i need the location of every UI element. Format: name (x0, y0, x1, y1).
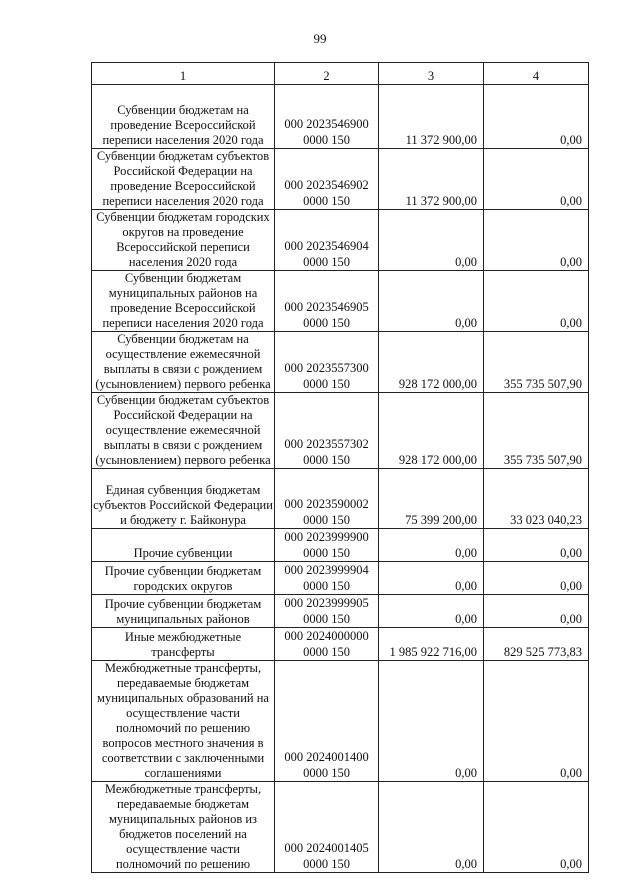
row-value-col3: 928 172 000,00 (379, 393, 484, 469)
row-value-col4: 0,00 (484, 661, 589, 782)
row-code (275, 393, 379, 469)
row-code (275, 149, 379, 210)
code-line-1: 000 2024000000 (284, 629, 369, 643)
code-line-2: 0000 150 (303, 612, 350, 626)
code-line-2: 0000 150 (303, 766, 350, 780)
row-code (275, 661, 379, 782)
row-value-col3: 11 372 900,00 (379, 149, 484, 210)
table-row (92, 393, 589, 469)
row-value-col3: 0,00 (379, 595, 484, 628)
code-line-1: 000 2023999904 (284, 563, 369, 577)
budget-table (91, 62, 589, 873)
row-name: Межбюджетные трансферты, передаваемые бюджетам муниципальных районов из бюджетов поселений на осуществление части полномочий по решению (92, 782, 275, 873)
row-value-col4: 355 735 507,90 (484, 332, 589, 393)
row-code (275, 628, 379, 661)
row-value-col4: 33 023 040,23 (484, 469, 589, 529)
code-line-2: 0000 150 (303, 133, 350, 147)
code-line-2: 0000 150 (303, 579, 350, 593)
row-value-col4: 0,00 (484, 210, 589, 271)
column-header-3: 3 (379, 63, 484, 85)
table-row (92, 661, 589, 782)
code-line-2: 0000 150 (303, 255, 350, 269)
row-name: Субвенции бюджетам муниципальных районов на проведение Всероссийской переписи населения 2020 года (92, 271, 275, 332)
table-row (92, 595, 589, 628)
table-row (92, 529, 589, 562)
column-header-2: 2 (275, 63, 379, 85)
row-value-col3: 0,00 (379, 661, 484, 782)
row-code (275, 271, 379, 332)
row-name: Субвенции бюджетам городских округов на проведение Всероссийской переписи населения 2020 года (92, 210, 275, 271)
row-name: Субвенции бюджетам на осуществление ежемесячной выплаты в связи с рождением (усыновлением) первого ребенка (92, 332, 275, 393)
table-row (92, 271, 589, 332)
code-line-1: 000 2023546904 (284, 239, 369, 253)
table-header-row (92, 63, 589, 85)
row-value-col4: 829 525 773,83 (484, 628, 589, 661)
code-line-2: 0000 150 (303, 194, 350, 208)
row-value-col4: 0,00 (484, 782, 589, 873)
code-line-1: 000 2023557300 (284, 361, 369, 375)
column-header-4: 4 (484, 63, 589, 85)
table-row (92, 149, 589, 210)
table-row (92, 210, 589, 271)
code-line-1: 000 2023999905 (284, 596, 369, 610)
code-line-1: 000 2023546902 (284, 178, 369, 192)
row-code (275, 529, 379, 562)
row-name: Иные межбюджетные трансферты (92, 628, 275, 661)
code-line-1: 000 2023999900 (284, 530, 369, 544)
table-row (92, 85, 589, 149)
code-line-1: 000 2024001405 (284, 841, 369, 855)
row-code (275, 332, 379, 393)
row-code (275, 210, 379, 271)
table-row (92, 782, 589, 873)
row-value-col3: 1 985 922 716,00 (379, 628, 484, 661)
row-value-col4: 0,00 (484, 149, 589, 210)
row-name: Прочие субвенции бюджетам муниципальных районов (92, 595, 275, 628)
table-row (92, 562, 589, 595)
row-name: Субвенции бюджетам на проведение Всероссийской переписи населения 2020 года (92, 85, 275, 149)
code-line-2: 0000 150 (303, 513, 350, 527)
code-line-2: 0000 150 (303, 645, 350, 659)
code-line-2: 0000 150 (303, 453, 350, 467)
column-header-1: 1 (92, 63, 275, 85)
row-value-col4: 0,00 (484, 562, 589, 595)
row-name: Прочие субвенции (92, 529, 275, 562)
table-row (92, 332, 589, 393)
row-value-col4: 0,00 (484, 271, 589, 332)
code-line-1: 000 2023546905 (284, 300, 369, 314)
code-line-2: 0000 150 (303, 377, 350, 391)
row-value-col3: 0,00 (379, 271, 484, 332)
row-name: Субвенции бюджетам субъектов Российской Федерации на осуществление ежемесячной выплаты в связи с рождением (усыновлением) первого ребенка (92, 393, 275, 469)
row-code (275, 595, 379, 628)
row-value-col3: 0,00 (379, 210, 484, 271)
code-line-2: 0000 150 (303, 857, 350, 871)
row-value-col4: 0,00 (484, 529, 589, 562)
row-value-col4: 355 735 507,90 (484, 393, 589, 469)
row-value-col4: 0,00 (484, 595, 589, 628)
row-name: Межбюджетные трансферты, передаваемые бюджетам муниципальных образований на осуществление части полномочий по решению вопросов местного значения в соответствии с заключенными соглашениями (92, 661, 275, 782)
code-line-1: 000 2023546900 (284, 117, 369, 131)
row-value-col3: 0,00 (379, 529, 484, 562)
code-line-1: 000 2024001400 (284, 750, 369, 764)
row-value-col3: 75 399 200,00 (379, 469, 484, 529)
row-value-col4: 0,00 (484, 85, 589, 149)
row-code (275, 562, 379, 595)
row-value-col3: 11 372 900,00 (379, 85, 484, 149)
row-code (275, 85, 379, 149)
row-name: Субвенции бюджетам субъектов Российской Федерации на проведение Всероссийской переписи населения 2020 года (92, 149, 275, 210)
row-code (275, 469, 379, 529)
row-name: Единая субвенция бюджетам субъектов Российской Федерации и бюджету г. Байконура (92, 469, 275, 529)
row-code (275, 782, 379, 873)
table-row (92, 469, 589, 529)
row-name: Прочие субвенции бюджетам городских округов (92, 562, 275, 595)
code-line-1: 000 2023590002 (284, 497, 369, 511)
code-line-2: 0000 150 (303, 546, 350, 560)
code-line-2: 0000 150 (303, 316, 350, 330)
code-line-1: 000 2023557302 (284, 437, 369, 451)
row-value-col3: 0,00 (379, 562, 484, 595)
row-value-col3: 928 172 000,00 (379, 332, 484, 393)
row-value-col3: 0,00 (379, 782, 484, 873)
page-number: 99 (313, 31, 327, 46)
table-row (92, 628, 589, 661)
